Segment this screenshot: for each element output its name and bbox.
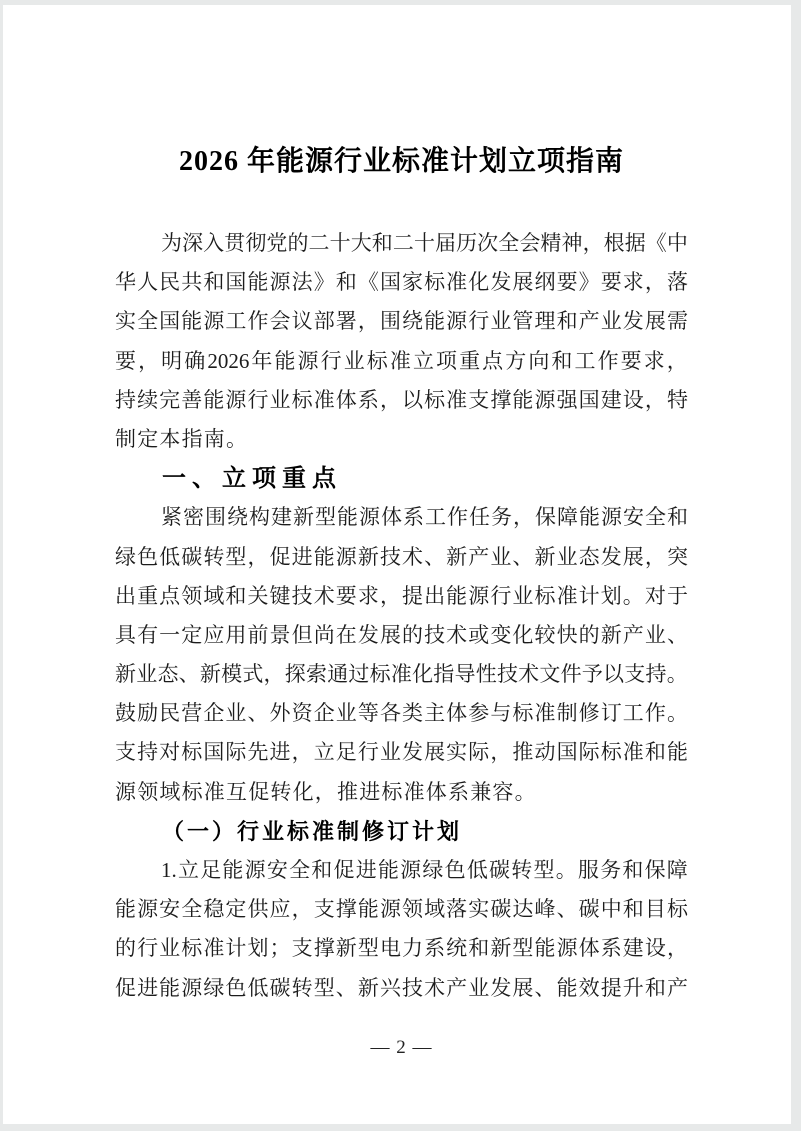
paragraph-line: 1. 立 足 能 源 安 全 和 促 进 能 源 绿 色 低 碳 转 型 。 服 务 和 保 障	[161, 858, 688, 882]
paragraph-line: 持 续 完 善 能 源 行 业 标 准 体 系 ， 以 标 准 支 撑 能 源 强 国 建 设 ， 特	[115, 387, 688, 412]
paragraph-line: 制定本指南。	[115, 426, 249, 451]
document-title: 2026 年能源行业标准计划立项指南	[178, 146, 624, 177]
paragraph-line: 绿 色 低 碳 转 型 ， 促 进 能 源 新 技 术 、 新 产 业 、 新 业 态 发 展 ， 突	[115, 544, 688, 569]
paragraph-line: 出 重 点 领 域 和 关 键 技 术 要 求 ， 提 出 能 源 行 业 标 准 计 划 。 对 于	[115, 583, 688, 608]
paragraph-line: 为 深 入 贯 彻 党 的 二 十 大 和 二 十 届 历 次 全 会 精 神 ， 根 据 《 中	[161, 231, 688, 255]
paragraph-line: 实 全 国 能 源 工 作 会 议 部 署 ， 围 绕 能 源 行 业 管 理 和 产 业 发 展 需	[115, 309, 688, 334]
paragraph-line: 鼓 励 民 营 企 业 、 外 资 企 业 等 各 类 主 体 参 与 标 准 制 修 订 工 作 。	[115, 701, 688, 726]
paragraph-line: 的 行 业 标 准 计 划 ； 支 撑 新 型 电 力 系 统 和 新 型 能 源 体 系 建 设 ，	[115, 936, 688, 961]
document-body	[115, 224, 688, 1008]
paragraph-line: 紧 密 围 绕 构 建 新 型 能 源 体 系 工 作 任 务 ， 保 障 能 源 安 全 和	[161, 505, 688, 530]
paragraph-line: 能 源 安 全 稳 定 供 应 ， 支 撑 能 源 领 域 落 实 碳 达 峰 、 碳 中 和 目 标	[115, 897, 688, 922]
paragraph-line: 华 人 民 共 和 国 能 源 法 》 和 《 国 家 标 准 化 发 展 纲 要 》 要 求 ， 落	[115, 270, 688, 295]
section-1-paragraph	[115, 498, 688, 812]
paragraph-line: 促 进 能 源 绿 色 低 碳 转 型 、 新 兴 技 术 产 业 发 展 、 能 效 提 升 和 产	[115, 975, 688, 1000]
paragraph-line: 要 ， 明 确 2026 年 能 源 行 业 标 准 立 项 重 点 方 向 和 工 作 要 求 ，	[115, 348, 688, 373]
document-page	[3, 5, 791, 1124]
subsection-1-paragraph	[115, 851, 688, 1008]
paragraph-line: 源领域标准互促转化，推进标准体系兼容。	[115, 779, 537, 804]
paragraph-line: 具 有 一 定 应 用 前 景 但 尚 在 发 展 的 技 术 或 变 化 较 快 的 新 产 业 、	[115, 622, 688, 647]
intro-paragraph	[115, 224, 688, 459]
page-number: — 2 —	[370, 1037, 433, 1058]
paragraph-line: 支 持 对 标 国 际 先 进 ， 立 足 行 业 发 展 实 际 ， 推 动 国 际 标 准 和 能	[115, 740, 688, 765]
paragraph-line: 新 业 态 、 新 模 式 ， 探 索 通 过 标 准 化 指 导 性 技 术 文 件 予 以 支 持 。	[115, 662, 688, 687]
section-1-heading: 一、立项重点	[162, 465, 342, 493]
subsection-1-heading: （一）行业标准制修订计划	[162, 818, 463, 844]
